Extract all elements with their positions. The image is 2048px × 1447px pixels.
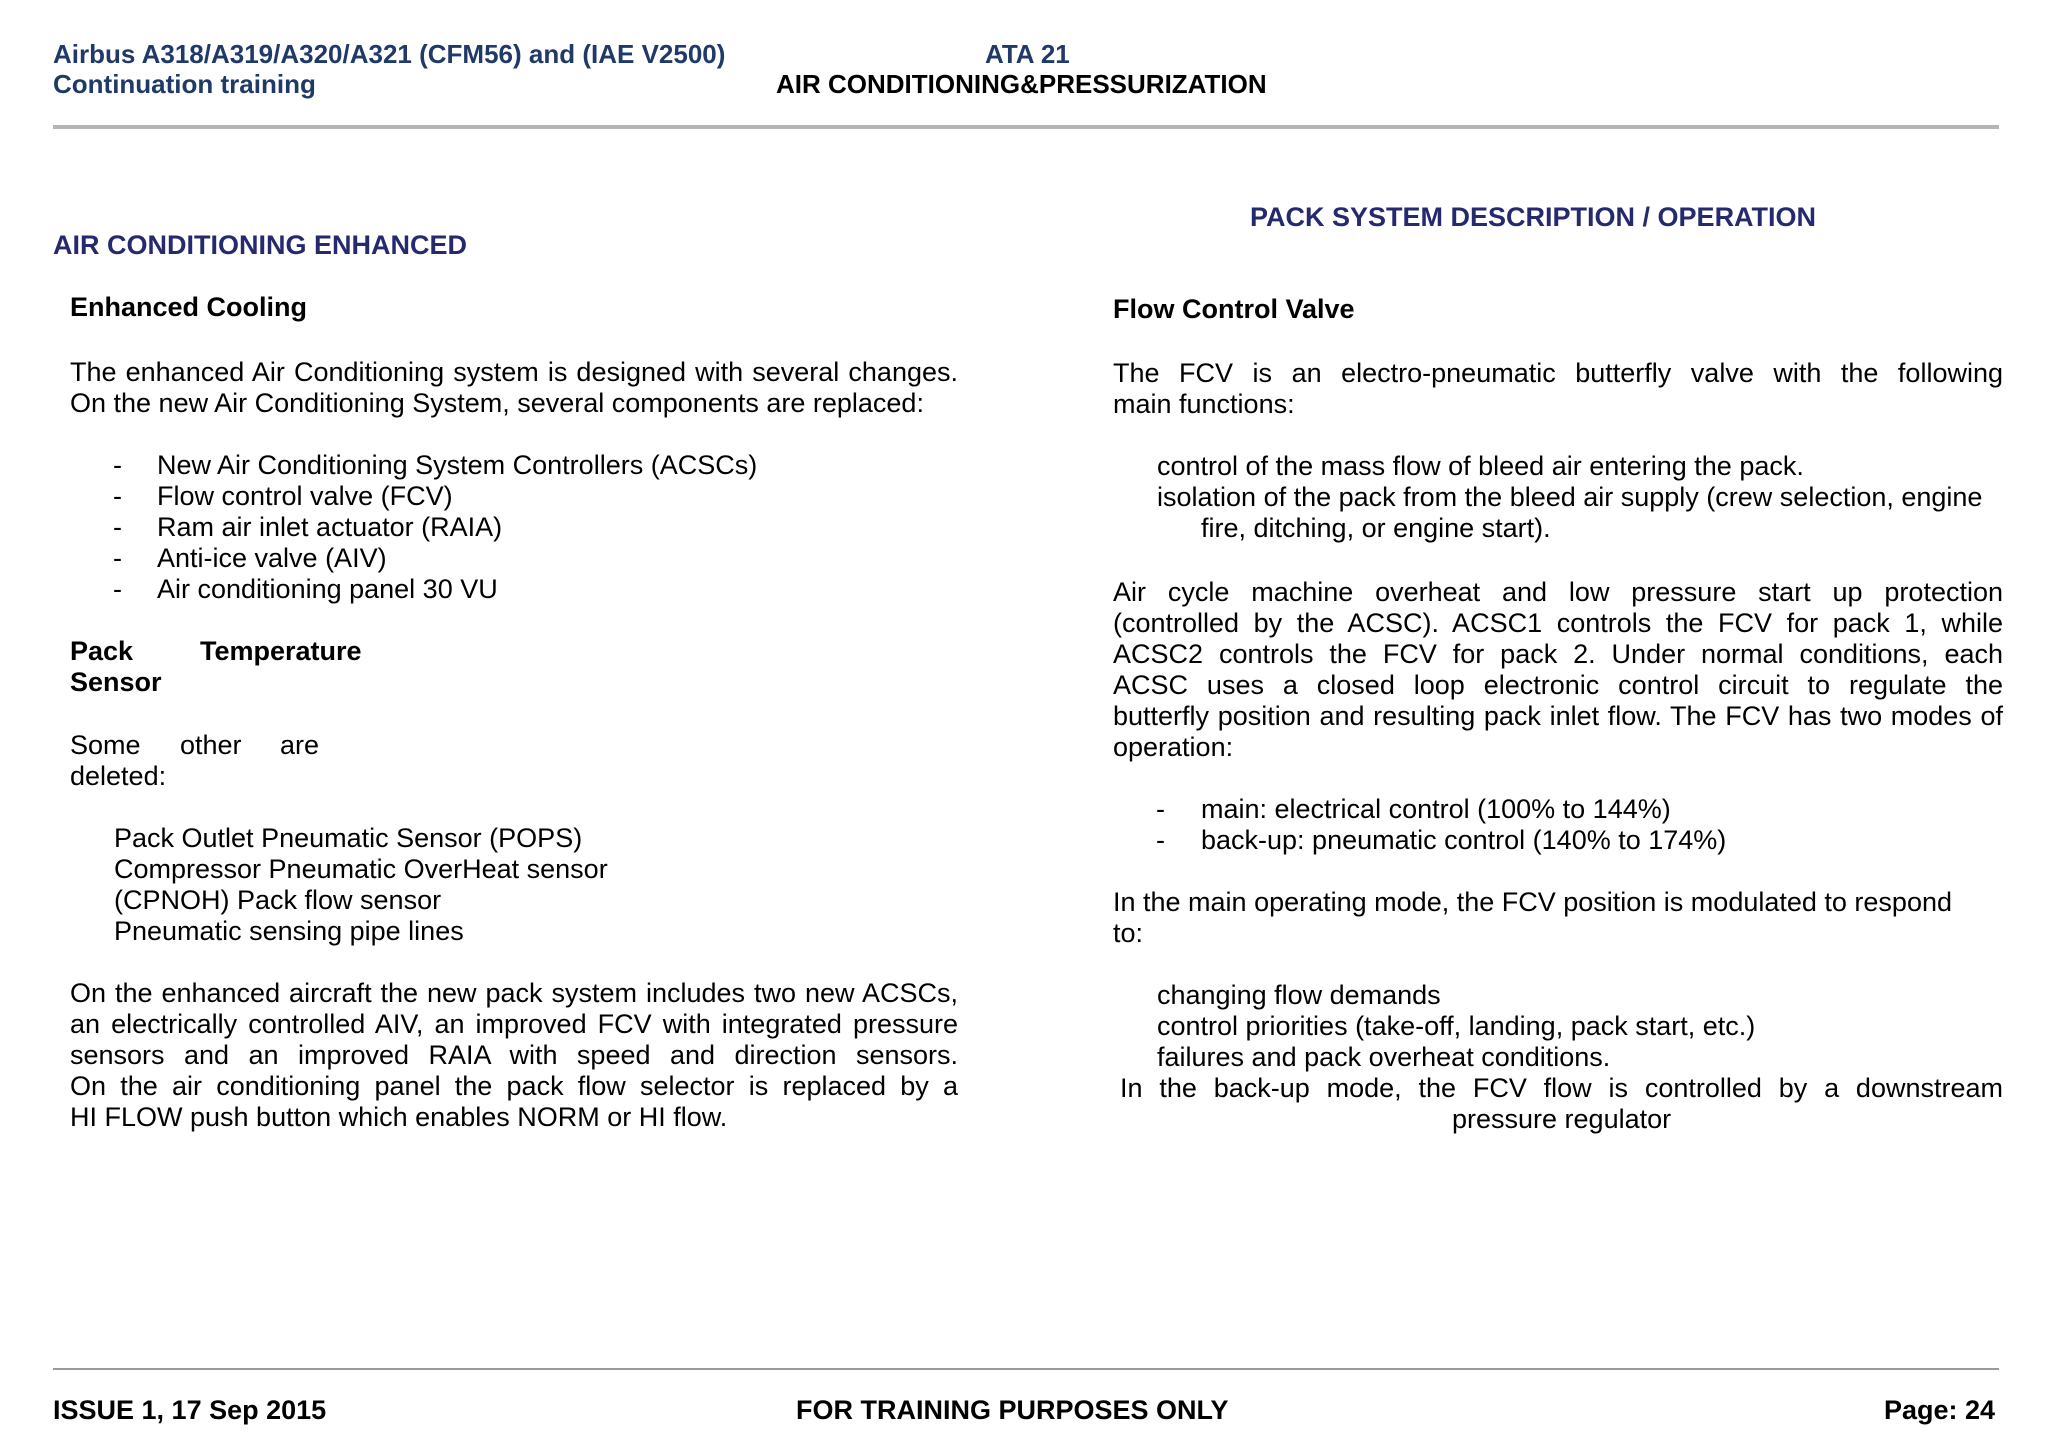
list-item: failures and pack overheat conditions. [1157,1042,1611,1072]
pack-temp-word: Temperature [200,636,362,666]
list-item: fire, ditching, or engine start). [1201,513,1551,543]
main-mode-line: In the main operating mode, the FCV position is modulated to respond [1113,887,1952,917]
header-ata: ATA 21 [985,39,1070,69]
list-item: isolation of the pack from the bleed air supply (crew selection, engine [1157,482,1983,512]
intro-line: The enhanced Air Conditioning system is designed with several changes. [70,357,958,387]
some-word: Some [70,730,141,760]
left-section-title: AIR CONDITIONING ENHANCED [53,230,468,260]
paragraph-line: HI FLOW push button which enables NORM or HI flow. [70,1102,728,1132]
fcv-line: main functions: [1113,389,1295,419]
paragraph-line: On the enhanced aircraft the new pack system includes two new ACSCs, [70,978,958,1008]
paragraph-line: an electrically controlled AIV, an improved FCV with integrated pressure [70,1009,958,1039]
paragraph-line: ACSC2 controls the FCV for pack 2. Under normal conditions, each [1113,639,2003,669]
list-item: Pack Outlet Pneumatic Sensor (POPS) [114,823,583,853]
pack-temp-word: Sensor [70,667,162,697]
paragraph-line: operation: [1113,732,1234,762]
intro-line: On the new Air Conditioning System, several components are replaced: [70,388,924,418]
list-item: Ram air inlet actuator (RAIA) [157,512,503,542]
paragraph-line: On the air conditioning panel the pack flow selector is replaced by a [70,1071,958,1101]
fcv-line: The FCV is an electro-pneumatic butterfly valve with the following [1113,358,2003,388]
backup-mode-line: pressure regulator [1452,1104,1672,1134]
enhanced-cooling-heading: Enhanced Cooling [70,292,308,322]
list-item: control of the mass flow of bleed air entering the pack. [1157,451,1804,481]
flow-control-valve-heading: Flow Control Valve [1113,294,1355,324]
list-item: New Air Conditioning System Controllers (ACSCs) [157,450,758,480]
list-item: Air conditioning panel 30 VU [157,574,498,604]
footer-page: Page: 24 [1884,1395,1996,1425]
paragraph-line: (controlled by the ACSC). ACSC1 controls the FCV for pack 1, while [1113,608,2003,638]
list-item: Anti-ice valve (AIV) [157,543,387,573]
right-section-title: PACK SYSTEM DESCRIPTION / OPERATION [1250,202,1817,232]
header-chapter: AIR CONDITIONING&PRESSURIZATION [776,69,1267,99]
pack-temp-word: Pack [70,636,134,666]
some-word: are [280,730,320,760]
list-item: Pneumatic sensing pipe lines [114,916,464,946]
main-mode-line: to: [1113,918,1144,948]
list-item: (CPNOH) Pack flow sensor [114,885,442,915]
some-word: deleted: [70,761,167,791]
list-item: back-up: pneumatic control (140% to 174%) [1201,825,1727,855]
list-item: changing flow demands [1157,980,1441,1010]
header-course: Continuation training [53,69,316,99]
footer-notice: FOR TRAINING PURPOSES ONLY [796,1395,1229,1425]
list-item: Flow control valve (FCV) [157,481,453,511]
footer-issue: ISSUE 1, 17 Sep 2015 [53,1395,327,1425]
paragraph-line: Air cycle machine overheat and low pressure start up protection [1113,577,2003,607]
list-item: main: electrical control (100% to 144%) [1201,794,1671,824]
paragraph-line: butterfly position and resulting pack inlet flow. The FCV has two modes of [1113,701,2003,731]
header-rule [53,125,1999,129]
paragraph-line: ACSC uses a closed loop electronic control circuit to regulate the [1113,670,2003,700]
list-item: control priorities (take-off, landing, pack start, etc.) [1157,1011,1756,1041]
paragraph-line: sensors and an improved RAIA with speed and direction sensors. [70,1040,958,1070]
backup-mode-line: In the back-up mode, the FCV flow is controlled by a downstream [1120,1073,2003,1103]
header-aircraft: Airbus A318/A319/A320/A321 (CFM56) and (IAE V2500) [53,39,726,69]
some-word: other [180,730,242,760]
list-item: Compressor Pneumatic OverHeat sensor [114,854,608,884]
footer-rule [53,1368,1999,1370]
